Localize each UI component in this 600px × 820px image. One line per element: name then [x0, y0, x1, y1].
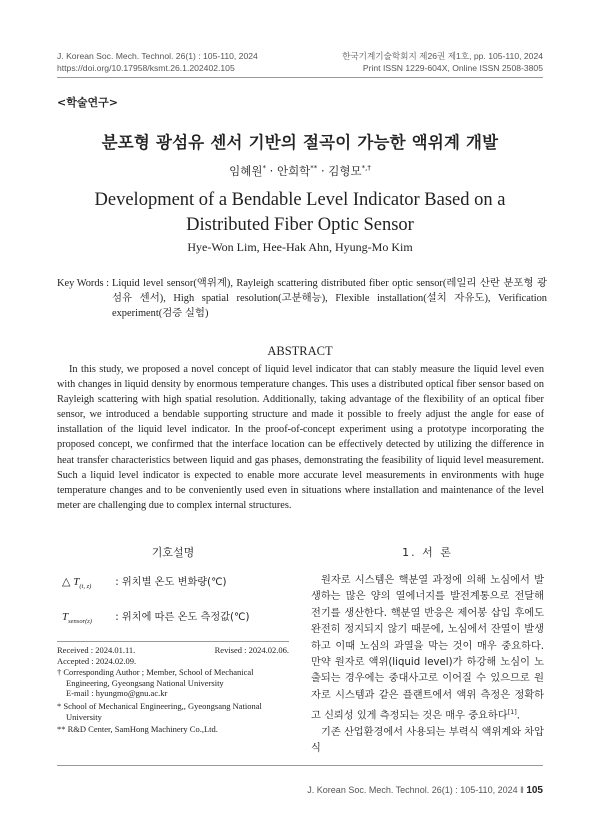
- author-separator: ·: [266, 164, 277, 178]
- affiliation-school-note: * School of Mechanical Engineering,, Gyeongsang National University: [57, 701, 262, 722]
- english-title: [80, 188, 520, 238]
- introduction-heading: 1. 서 론: [402, 546, 453, 559]
- author-2: 안희학: [276, 164, 311, 178]
- issn-info: Print ISSN 1229-604X, Online ISSN 2508-3805: [362, 63, 543, 73]
- journal-citation-korean: 한국기계기술학회지 제26권 제1호, pp. 105-110, 2024: [342, 51, 543, 61]
- accepted-date: Accepted : 2024.02.09.: [57, 656, 137, 666]
- author-3: 김형모: [328, 164, 362, 178]
- received-date: Received : 2024.01.11.: [57, 645, 136, 655]
- header-left: [57, 50, 258, 74]
- keywords: [57, 276, 547, 321]
- introduction-paragraph-1: [311, 573, 544, 725]
- header-divider: [57, 77, 543, 78]
- nomenclature-symbol-1: [62, 575, 112, 590]
- symbol-letter: T: [73, 576, 80, 588]
- english-title-line-2: Distributed Fiber Optic Sensor: [186, 215, 414, 235]
- symbol-letter: T: [62, 611, 69, 623]
- korean-title: 분포형 광섬유 센서 기반의 절곡이 가능한 액위계 개발: [101, 133, 499, 152]
- english-authors: Hye-Won Lim, Hee-Hak Ahn, Hyung-Mo Kim: [187, 240, 413, 254]
- footer-divider: [57, 765, 543, 766]
- abstract-text: In this study, we proposed a novel concept of liquid level indicator that can stably measure the liquid level even with changes in liquid density by enormous temperature changes. This uses a distributed optical fiber sensor based on Rayleigh scattering with high spatial resolution. Additionally, taking advantage of the flexibility of an optical fiber sensor, we introduced a bendable supporting structure and made it possible to freely adjust the angle for ease of installation of the liquid level indicator. In the proof-of-concept experiment using a prototype incorporating the proposed concept, we confirmed that the interface location can be effectively detected by utilizing the difference in heat transfer characteristics between liquid and gas phases, demonstrating the feasibility of liquid level measurement. Such a liquid level indicator is expected to enable more accurate level measurements in environments with huge temperature changes and to be conveniently used even in situations where installation and maintenance of the level meter are challenging due to complex internal structures.: [57, 364, 544, 511]
- english-title-line-1: Development of a Bendable Level Indicator Based on a: [94, 190, 506, 210]
- author-separator: ·: [317, 164, 329, 178]
- abstract-heading: ABSTRACT: [267, 344, 333, 358]
- revised-date: Revised : 2024.02.06.: [214, 645, 289, 655]
- introduction-paragraph-2: 기존 산업환경에서 사용되는 부력식 액위계와 차압식: [311, 727, 544, 755]
- nomenclature-item-2: [62, 608, 292, 625]
- nomenclature-symbol-2: [62, 611, 112, 625]
- keywords-text: Liquid level sensor(액위계), Rayleigh scattering distributed fiber optic sensor(레일리 산란 분포형 광섬유 센서), High spatial resolution(고분해능), Flexible installation(설치 자유도), Verification experiment(검증 실험): [112, 278, 547, 319]
- article-type: <학술연구>: [57, 96, 118, 109]
- paragraph-text: 원자로 시스템은 핵분열 과정에 의해 노심에서 발생하는 많은 양의 열에너지를 발전계통으로 전달해 전기를 생산한다. 핵분열 반응은 제어봉 삽입 후에도 완전히 정지되지 않기 때문에, 노심에서 잔열이 발생하고 이때 노심의 과열을 막는 것이 매우 중요하다. 만약 원자로 액위(liquid level)가 하강해 노심이 노출되는 경우에는 중대사고로 이어질 수 있으므로 원자로 시스템과 같은 플랜트에서 액위 측정은 정확하고 신뢰성 있게 측정되는 것은 매우 중요하다: [311, 575, 544, 722]
- header-right: [342, 50, 543, 74]
- symbol-subscript: (t, z): [79, 583, 92, 591]
- nomenclature-item-1: [62, 573, 292, 590]
- received-date-row: [57, 645, 289, 656]
- footer-journal-citation: J. Korean Soc. Mech. Technol. 26(1) : 105-110, 2024: [307, 785, 518, 795]
- affiliation-rd-note: ** R&D Center, SamHong Machinery Co.,Ltd.: [57, 724, 218, 734]
- symbol-subscript: sensor(z): [68, 618, 92, 626]
- author-email[interactable]: E-mail : hyungmo@gnu.ac.kr: [66, 688, 168, 699]
- journal-citation: J. Korean Soc. Mech. Technol. 26(1) : 105-110, 2024: [57, 51, 258, 61]
- nomenclature-heading: 기호설명: [151, 546, 195, 559]
- keywords-label: Key Words :: [57, 278, 110, 289]
- nomenclature-description-1: : 위치별 온도 변화량(℃): [115, 577, 227, 588]
- citation-ref[interactable]: [1]: [507, 708, 517, 717]
- paragraph-end: .: [516, 710, 521, 722]
- author-1: 임혜원: [229, 164, 263, 178]
- author-1-affiliation-mark: *: [262, 164, 266, 173]
- corresponding-author-note: [57, 667, 298, 699]
- introduction-body: [311, 573, 544, 758]
- page-number: 105: [526, 785, 543, 796]
- doi-link[interactable]: https://doi.org/10.17958/ksmt.26.1.202402.105: [57, 63, 235, 73]
- korean-authors: [0, 163, 600, 179]
- corresponding-author: † Corresponding Author ; Member, School of Mechanical Engineering, Gyeongsang National University: [57, 667, 254, 688]
- footnote-divider: [57, 641, 289, 642]
- page-footer: [307, 785, 543, 796]
- delta-prefix: △: [62, 576, 74, 588]
- footer-separator: ‖: [517, 785, 527, 795]
- nomenclature-description-2: : 위치에 따른 온도 측정값(℃): [115, 612, 250, 623]
- author-3-affiliation-mark: *,†: [361, 164, 371, 173]
- author-2-affiliation-mark: **: [310, 164, 318, 173]
